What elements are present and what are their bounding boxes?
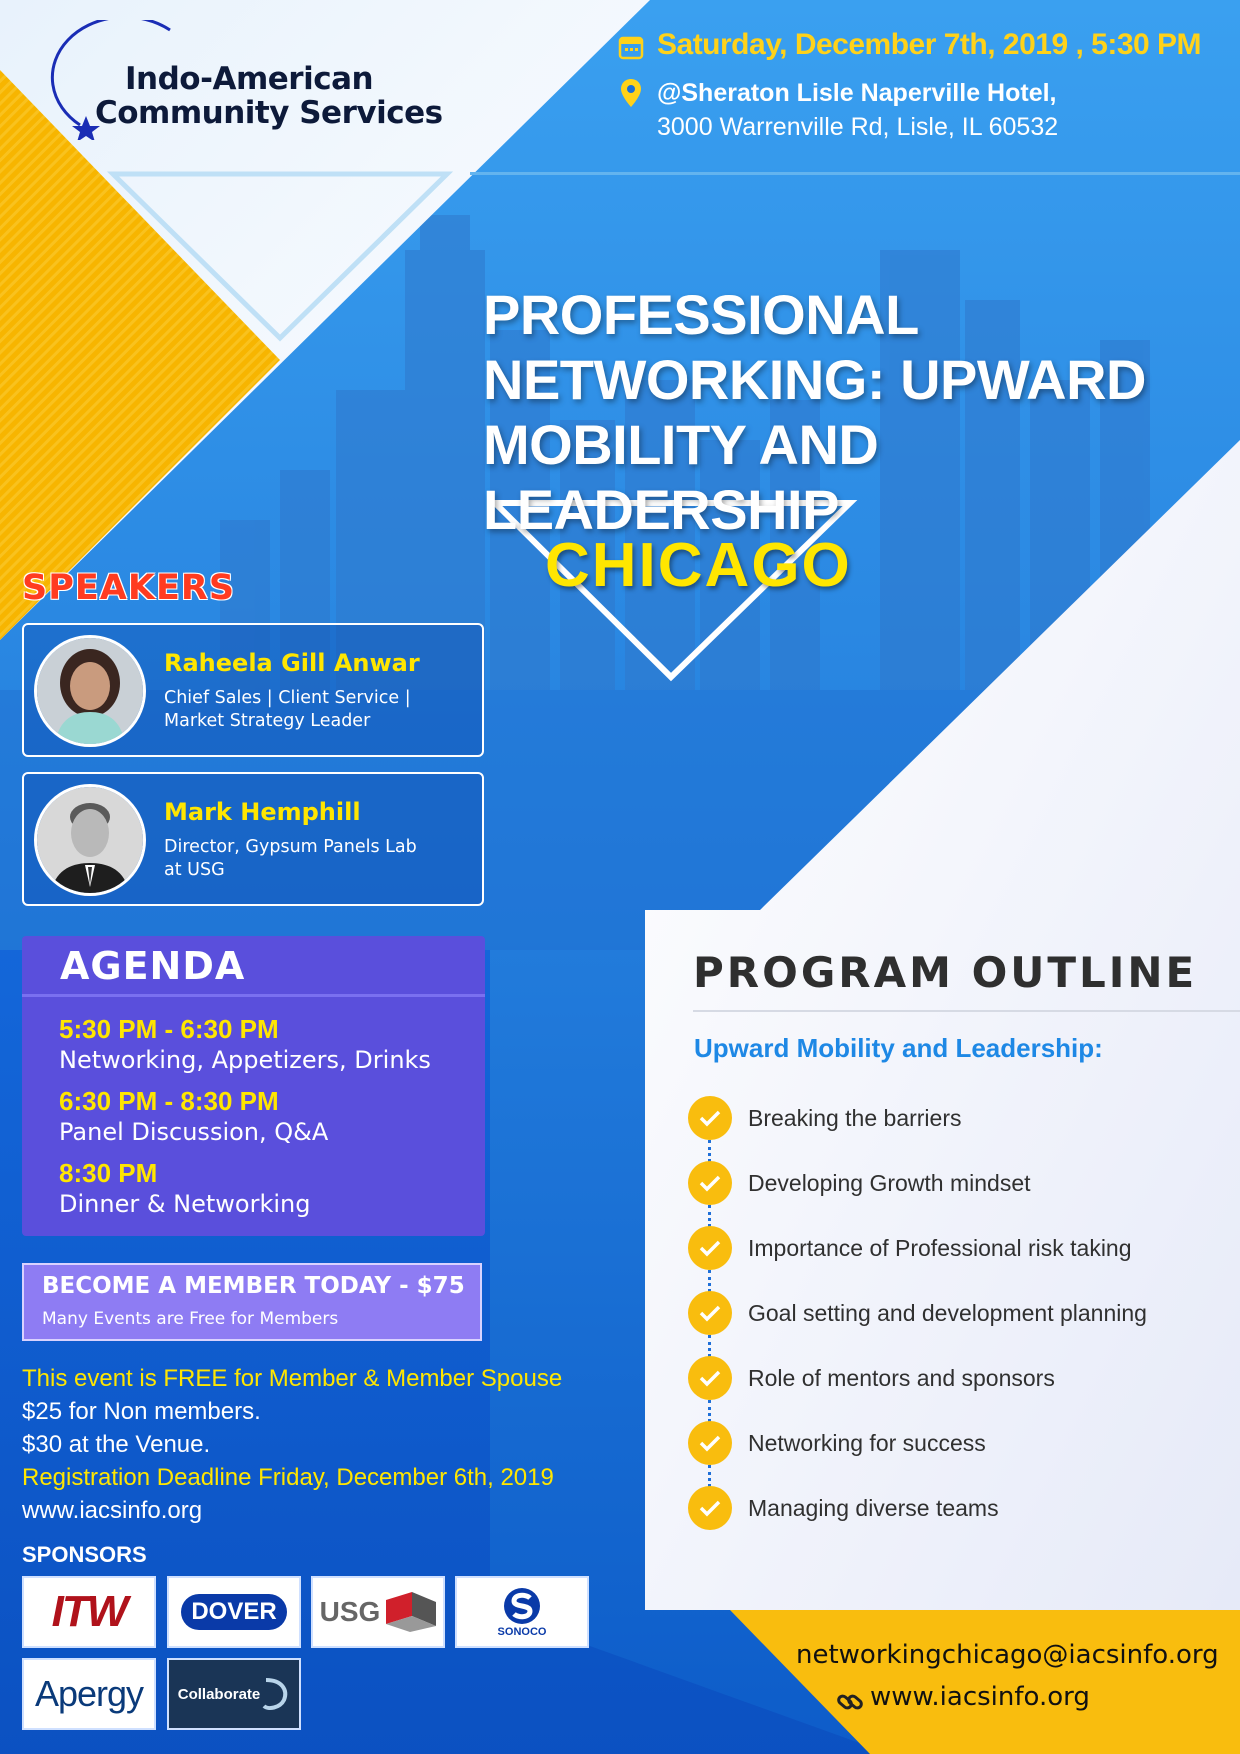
sponsor-name: Collaborate <box>177 1685 261 1703</box>
speaker-role-line: Chief Sales | Client Service | <box>164 688 411 708</box>
sponsor-name: ITW <box>51 1587 127 1636</box>
membership-banner <box>22 1263 482 1341</box>
venue-price: $30 at the Venue. <box>22 1431 211 1458</box>
agenda-description: Dinner & Networking <box>59 1190 311 1218</box>
event-title <box>483 282 1183 542</box>
agenda-item <box>59 1086 328 1148</box>
sonoco-mark-icon <box>502 1586 542 1626</box>
membership-subtitle: Many Events are Free for Members <box>42 1309 339 1329</box>
sponsor-name: DOVER <box>181 1594 286 1630</box>
speaker-photo <box>34 784 146 896</box>
title-line-2: NETWORKING: UPWARD <box>483 348 1146 411</box>
contact-website[interactable]: www.iacsinfo.org <box>870 1682 1090 1712</box>
program-outline-divider <box>693 1010 1240 1012</box>
outline-item <box>688 1486 999 1530</box>
event-date: Saturday, December 7th, 2019 , 5:30 PM <box>657 28 1202 61</box>
outline-item <box>688 1291 1147 1335</box>
sponsor-name: Apergy <box>34 1673 144 1714</box>
location-pin-icon <box>620 78 642 108</box>
venue-address: 3000 Warrenville Rd, Lisle, IL 60532 <box>657 113 1059 141</box>
check-icon <box>688 1096 732 1140</box>
non-member-price: $25 for Non members. <box>22 1398 261 1425</box>
speaker-photo <box>34 635 146 747</box>
title-line-3: MOBILITY AND LEADERSHIP <box>483 413 879 541</box>
logo-line-2: Community Services <box>95 95 443 131</box>
agenda-time: 8:30 PM <box>59 1158 158 1188</box>
outline-item <box>688 1356 1055 1400</box>
outline-item-label: Managing diverse teams <box>748 1494 999 1521</box>
speaker-role-line: Director, Gypsum Panels Lab <box>164 837 417 857</box>
sponsor-name: USG <box>319 1596 381 1627</box>
outline-item-label: Breaking the barriers <box>748 1104 962 1131</box>
calendar-icon <box>618 34 644 60</box>
agenda-description: Networking, Appetizers, Drinks <box>59 1046 431 1074</box>
agenda-item <box>59 1158 311 1220</box>
check-icon <box>688 1291 732 1335</box>
website-link[interactable]: www.iacsinfo.org <box>22 1497 203 1524</box>
speaker-role <box>164 836 464 882</box>
title-line-1: PROFESSIONAL <box>483 283 919 346</box>
speaker-role-line: Market Strategy Leader <box>164 711 371 731</box>
registration-deadline: Registration Deadline Friday, December 6th, 2019 <box>22 1464 554 1491</box>
sponsor-logo-dover <box>167 1576 301 1648</box>
collaborate-mark-icon <box>260 1676 290 1712</box>
speaker-name: Mark Hemphill <box>164 798 361 826</box>
pricing-info <box>22 1362 562 1527</box>
sponsor-logo-apergy <box>22 1658 156 1730</box>
program-outline-heading: PROGRAM OUTLINE <box>693 948 1198 997</box>
outline-item-label: Networking for success <box>748 1429 986 1456</box>
check-icon <box>688 1356 732 1400</box>
organization-logo <box>50 20 520 150</box>
speaker-role-line: at USG <box>164 860 225 880</box>
program-outline-subheading: Upward Mobility and Leadership: <box>694 1033 1103 1063</box>
check-icon <box>688 1421 732 1465</box>
check-icon <box>688 1161 732 1205</box>
membership-title: BECOME A MEMBER TODAY - $75 <box>42 1273 465 1299</box>
sponsor-logo-usg <box>311 1576 445 1648</box>
logo-text <box>95 62 443 130</box>
check-icon <box>688 1226 732 1270</box>
sponsor-logo-sonoco <box>455 1576 589 1648</box>
outline-item <box>688 1226 1132 1270</box>
sponsors-heading: SPONSORS <box>22 1542 147 1567</box>
usg-mark-icon <box>386 1592 436 1632</box>
sponsor-logo-collaborate <box>167 1658 301 1730</box>
agenda-panel <box>22 936 485 1236</box>
agenda-time: 6:30 PM - 8:30 PM <box>59 1086 279 1116</box>
sponsor-logo-itw <box>22 1576 156 1648</box>
speaker-role <box>164 687 464 733</box>
event-venue <box>657 76 1058 144</box>
logo-line-1: Indo-American <box>125 61 374 97</box>
outline-item <box>688 1421 986 1465</box>
contact-email[interactable]: networkingchicago@iacsinfo.org <box>796 1640 1219 1670</box>
outline-item-label: Role of mentors and sponsors <box>748 1364 1055 1391</box>
speaker-name: Raheela Gill Anwar <box>164 649 420 677</box>
venue-name: @Sheraton Lisle Naperville Hotel, <box>657 79 1057 107</box>
check-icon <box>688 1486 732 1530</box>
outline-item-label: Importance of Professional risk taking <box>748 1234 1132 1261</box>
outline-item-label: Developing Growth mindset <box>748 1169 1031 1196</box>
outline-item <box>688 1096 962 1140</box>
agenda-divider <box>22 994 485 997</box>
link-icon <box>836 1688 864 1716</box>
agenda-heading: AGENDA <box>60 944 246 988</box>
sponsor-name: SONOCO <box>497 1626 547 1638</box>
speakers-heading: SPEAKERS <box>22 568 236 608</box>
outline-item <box>688 1161 1031 1205</box>
agenda-item <box>59 1014 431 1076</box>
outline-item-label: Goal setting and development planning <box>748 1299 1147 1326</box>
agenda-time: 5:30 PM - 6:30 PM <box>59 1014 279 1044</box>
event-city: CHICAGO <box>545 531 852 600</box>
free-note: This event is FREE for Member & Member Spouse <box>22 1365 563 1392</box>
speaker-card <box>22 772 484 906</box>
speaker-card <box>22 623 484 757</box>
agenda-description: Panel Discussion, Q&A <box>59 1118 329 1146</box>
